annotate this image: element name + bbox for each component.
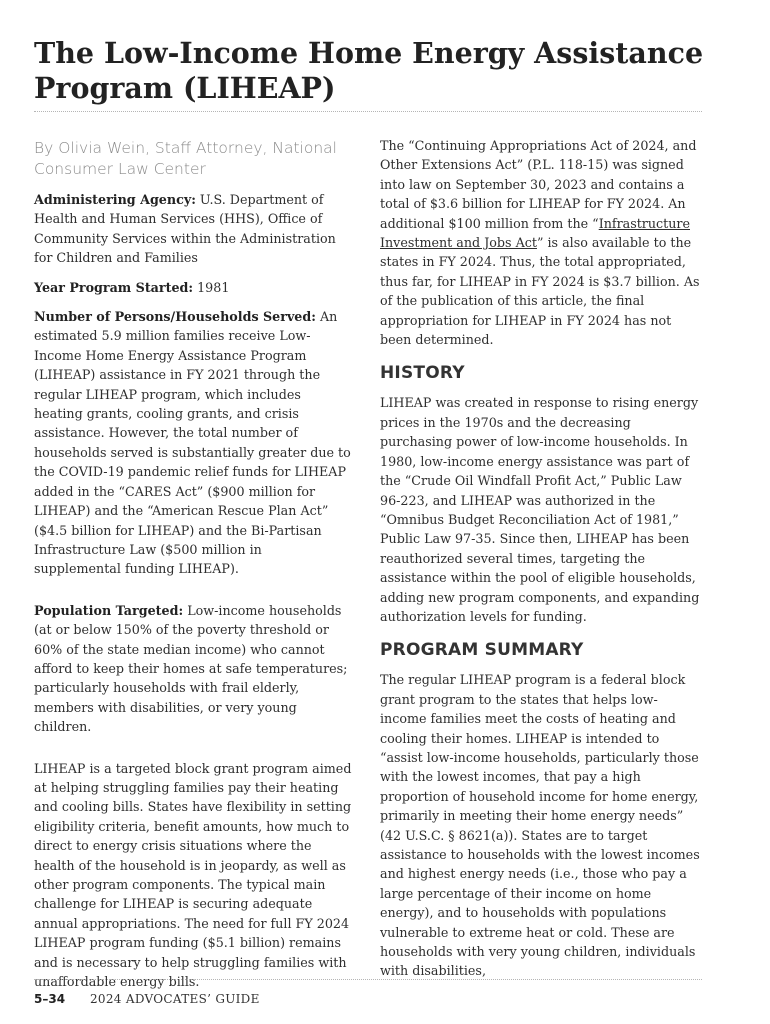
page-title: The Low-Income Home Energy Assistance Program (LIHEAP) [34, 36, 704, 105]
fact-label: Population Targeted: [34, 602, 184, 618]
page-number: 5–34 [34, 992, 66, 1006]
spacer [34, 589, 352, 601]
spacer [34, 747, 352, 759]
byline: By Olivia Wein, Staff Attorney, National Consumer Law Center [34, 139, 337, 178]
infrastructure-act-link[interactable]: Infrastructure Investment and Jobs Act [380, 215, 690, 251]
history-paragraph: LIHEAP was created in response to rising energy prices in the 1970s and the decreasing purchasing power of low-income households. In 1980, low-income energy assistance was part of the “Crude Oil Windfall Profit Act,” Public Law 96-223, and LIHEAP was authorized in the “Omnibus Budget Reconciliation Act of 1981,” Public Law 97-35. Since then, LIHEAP has been reauthorized several times, targeting the assistance within the pool of eligible households, adding new program components, and expanding authorization levels for funding. [380, 395, 700, 624]
left-column [34, 138, 352, 1001]
fact-administering-agency [34, 190, 352, 268]
right-column [380, 136, 702, 991]
fact-value: U.S. Department of Health and Human Services (HHS), Office of Community Services within the Administration for Children and Families [34, 192, 336, 266]
title-divider [34, 111, 702, 112]
fact-value: Low-income households (at or below 150% of the poverty threshold or 60% of the state median income) who cannot afford to keep their homes at safe temperatures; particularly households with frail elderly, members with disabilities, or very young children. [34, 602, 348, 735]
fact-year-started [34, 278, 352, 297]
fact-persons-served [34, 307, 352, 579]
fact-label: Administering Agency: [34, 192, 196, 207]
intro-paragraph: LIHEAP is a targeted block grant program aimed at helping struggling families pay their heating and cooling bills. States have flexibility in setting eligibility criteria, benefit amounts, how much to direct to energy crisis situations where the health of the household is in jeopardy, as well as other program components. The typical main challenge for LIHEAP is securing adequate annual appropriations. The need for full FY 2024 LIHEAP program funding ($5.1 billion) remains and is necessary to help struggling families with unaffordable energy bills. [34, 760, 352, 990]
history-heading: HISTORY [380, 363, 465, 384]
program-summary-paragraph: The regular LIHEAP program is a federal block grant program to the states that helps low-income families meet the costs of heating and cooling their homes. LIHEAP is intended to “assist low-income households, particularly those with the lowest incomes, that pay a high proportion of household income for home energy, primarily in meeting their home energy needs” (42 U.S.C. § 8621(a)). States are to target assistance to households with the lowest incomes and highest energy needs (i.e., those who pay a large percentage of their income on home energy), and to households with populations vulnerable to extreme heat or cold. These are households with very young children, individuals with disabilities, [380, 672, 700, 979]
fact-value: An estimated 5.9 million families receive Low-Income Home Energy Assistance Program (LIHEAP) assistance in FY 2021 through the regular LIHEAP program, which includes heating grants, cooling grants, and crisis assistance. However, the total number of households served is substantially greater due to the COVID-19 pandemic relief funds for LIHEAP added in the “CARES Act” ($900 million for LIHEAP) and the “American Rescue Plan Act” ($4.5 billion for LIHEAP) and the Bi-Partisan Infrastructure Law ($500 million in supplemental funding LIHEAP). [34, 309, 351, 577]
program-summary-heading: PROGRAM SUMMARY [380, 640, 584, 661]
appropriations-text-cont: ” is also available to the states in FY 2024. Thus, the total appropriated, thus far, for LIHEAP in FY 2024 is $3.7 billion. As of the publication of this article, the final appropriation for LIHEAP in FY 2024 has not been determined. [380, 235, 700, 348]
fact-label: Year Program Started: [34, 279, 194, 295]
fact-population-targeted [34, 601, 352, 737]
guide-title: 2024 ADVOCATES’ GUIDE [90, 992, 260, 1006]
fact-value: 1981 [193, 279, 230, 295]
appropriations-text: The “Continuing Appropriations Act of 2024, and Other Extensions Act” (P.L. 118-15) was signed into law on September 30, 2023 and contains a total of $3.6 billion for LIHEAP for FY 2024. An additional $100 million from the “ [380, 138, 697, 231]
appropriations-paragraph [380, 136, 702, 349]
footer-divider [34, 979, 702, 980]
fact-label: Number of Persons/Households Served: [34, 309, 316, 325]
